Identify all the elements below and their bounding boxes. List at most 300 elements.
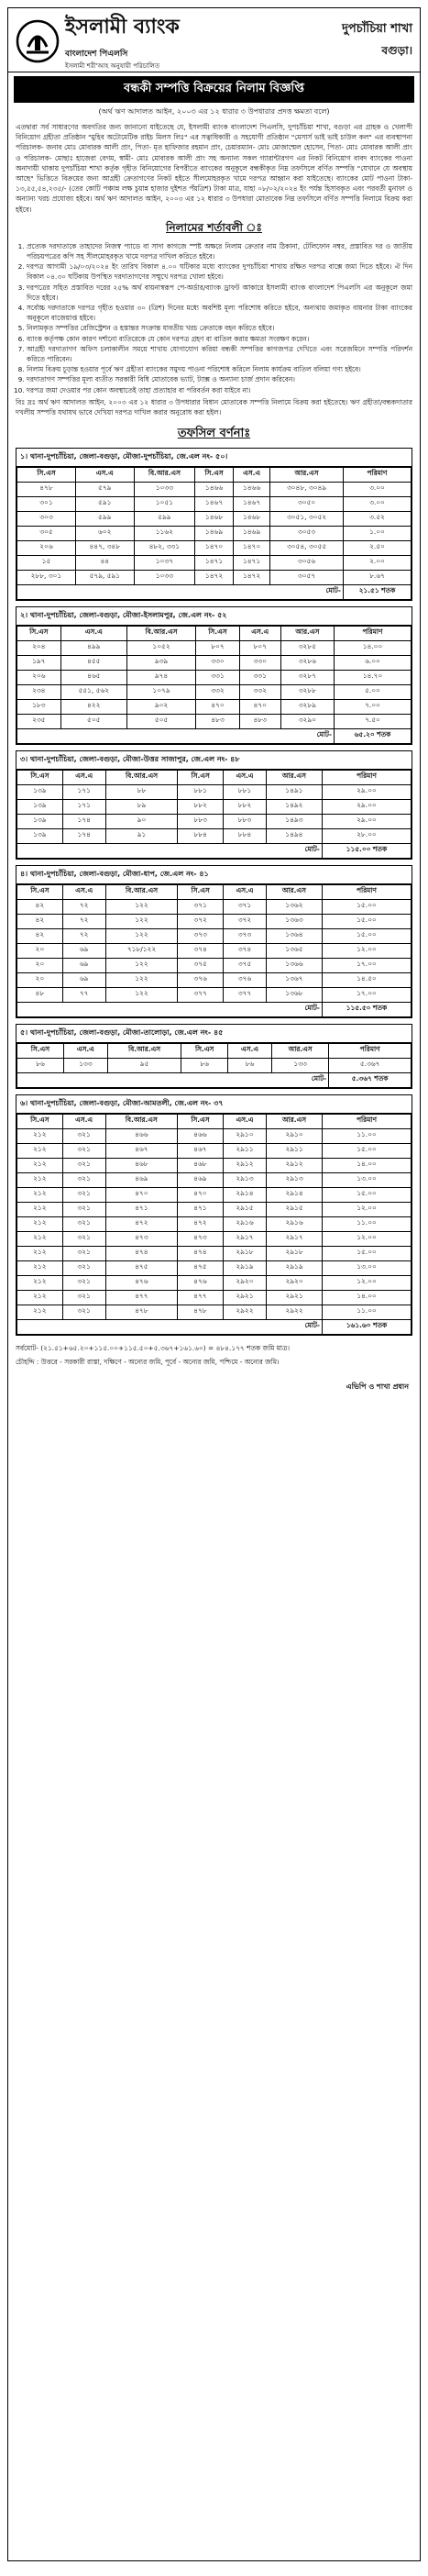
schedule-head: ৫। থানা-দুপচাঁচিয়া, জেলা-বগুড়া, মৌজা-তালোড়া, জে.এল নং- ৪৫ [16, 1025, 412, 1043]
total-label: মোট- [17, 584, 344, 599]
table-row [17, 899, 412, 914]
table-cell: ১৪৯২ [266, 799, 322, 814]
branch-name: দুপচাঁচিয়া শাখা [342, 22, 412, 36]
column-header: বি.আর.এস [105, 770, 178, 784]
bank-tagline: ইসলামী শরী'আহ অনুযায়ী পরিচালিত [65, 61, 160, 70]
total-label: মোট- [17, 728, 335, 743]
table-cell: ৩৭৫ [223, 958, 266, 972]
schedule-head: ৪। থানা-দুপচাঁচিয়া, জেলা-বগুড়া, মৌজা-ধাপ, জে.এল নং- ৪১ [16, 866, 412, 884]
column-header: সি.এস [17, 626, 61, 640]
table-cell: ১৪৬৭ [234, 496, 270, 511]
table-row [17, 482, 412, 496]
table-cell: ১৪৬৯ [234, 526, 270, 540]
terms-list [8, 241, 420, 395]
column-header: সি.এস [195, 467, 234, 482]
table-cell: ৩৭৪ [223, 943, 266, 958]
column-header: বি.আর.এস [107, 1043, 181, 1058]
table-row [17, 928, 412, 943]
table-cell: ৮৮১ [223, 784, 266, 799]
table-cell: ৩২১ [62, 1275, 105, 1290]
table-cell: ২১২ [17, 1216, 63, 1231]
table-cell: ৩৭১ [178, 899, 224, 914]
bank-brand [16, 11, 180, 72]
column-header: সি.এস [17, 1043, 64, 1058]
schedule-head: ২। থানা-দুপচাঁচিয়া, জেলা-বগুড়া, মৌজা-ইসলামপুর, জে.এল নং- ৫২ [16, 607, 412, 626]
table-cell: ৪২ [17, 899, 63, 914]
table-cell: ১৩৬৩ [266, 914, 322, 928]
column-header: এস.এ [223, 1114, 266, 1128]
table-cell: ৪৫৫ [60, 655, 126, 670]
table-cell: ২১২ [17, 1158, 63, 1172]
column-header: সি.এস [17, 1114, 63, 1128]
table-row [17, 684, 412, 699]
table-cell: ৪৪ [75, 555, 134, 570]
table-cell: ৮৬ [181, 1058, 228, 1072]
table-cell: ৬৯ [62, 958, 105, 972]
table-cell: ১৩৬৬ [266, 958, 322, 972]
schedule-block [16, 1094, 412, 1336]
table-cell: ১৩৬৭ [266, 972, 322, 987]
table-row [17, 655, 412, 670]
table-cell: ২৯২১ [267, 1290, 323, 1305]
table-cell: ১৪.৫০ [322, 972, 411, 987]
table-cell: ৮৬ [228, 1058, 272, 1072]
table-row [17, 1216, 412, 1231]
table-cell: ৪৬৮ [105, 1158, 178, 1172]
table-cell: ২৯.০০ [322, 784, 411, 799]
column-header: এস.এ [62, 1114, 105, 1128]
column-header: এস.এ [239, 626, 280, 640]
table-cell: ৪৮ [17, 987, 63, 1002]
column-header: পরিমাণ [329, 1043, 412, 1058]
table-cell: ২১২ [17, 1231, 63, 1246]
table-cell: ৪৭০ [105, 1187, 178, 1202]
column-header: আর.এস [280, 626, 334, 640]
table-cell: ১১.০০ [322, 1305, 411, 1319]
table-cell: ২৯১০ [267, 1128, 323, 1143]
table-row [17, 1187, 412, 1202]
table-cell: ৩২১ [62, 1231, 105, 1246]
table-cell: ২৯১১ [223, 1143, 266, 1158]
table-cell: ১০৩৩ [134, 482, 194, 496]
table-cell: ২৯১২ [267, 1158, 323, 1172]
table-cell: ২১২ [17, 1128, 63, 1143]
column-header: বি.আর.এস [105, 884, 178, 899]
table-cell: ৩০৫১, ৩০৫২ [270, 511, 344, 526]
table-cell: ৪৬৭ [105, 1143, 178, 1158]
table-cell: ৮০৭ [196, 640, 240, 655]
table-cell: ১৪৬৭ [195, 496, 234, 511]
table-cell: ১৭.০০ [322, 958, 411, 972]
table-cell: ৩৭৬ [178, 972, 224, 987]
table-cell: ৯০২ [126, 699, 195, 714]
table-cell: ১৪.৭০ [334, 670, 411, 684]
table-cell: ২৯১৩ [223, 1172, 266, 1187]
table-row [17, 987, 412, 1002]
table-cell: ৩৭৪ [178, 943, 224, 958]
auction-notice-page [7, 7, 421, 2561]
column-header: পরিমাণ [343, 467, 411, 482]
table-cell: ৪৬৭ [178, 1143, 224, 1158]
column-header: এস.এ [62, 770, 105, 784]
table-header-row [17, 1114, 412, 1128]
column-header: আর.এস [267, 1114, 323, 1128]
table-cell: ২৯২২ [223, 1305, 266, 1319]
schedule-table [16, 770, 412, 859]
table-cell: ২৯.০০ [322, 814, 411, 828]
table-cell: ১৩৯ [17, 814, 63, 828]
table-cell: ২.০০ [343, 555, 411, 570]
table-cell: ৪৭৩ [178, 1231, 224, 1246]
table-cell: ২৯১৩ [267, 1172, 323, 1187]
column-header: সি.এস [181, 1043, 228, 1058]
schedule-block [16, 606, 412, 745]
table-cell: ৫৯৯ [134, 511, 194, 526]
table-cell: ৭২ [62, 914, 105, 928]
table-cell: ১৩৯ [17, 784, 63, 799]
column-header: সি.এস [17, 770, 63, 784]
table-cell: ১২.০০ [322, 1202, 411, 1216]
table-cell: ৪৭৫ [105, 1260, 178, 1275]
total-row [17, 843, 412, 858]
table-row [17, 670, 412, 684]
table-cell: ৪৭৬ [178, 1275, 224, 1290]
table-cell: ৩২১ [62, 1260, 105, 1275]
table-cell: ১৪৬৮ [234, 511, 270, 526]
table-cell: ৪৬৬ [178, 1128, 224, 1143]
table-cell: ৮৮৩ [223, 814, 266, 828]
table-cell: ২৮.০০ [322, 828, 411, 843]
column-header: এস.এ [223, 884, 266, 899]
table-cell: ৩.৫২ [343, 511, 411, 526]
table-row [17, 1260, 412, 1275]
table-cell: ৩.০০ [343, 496, 411, 511]
table-cell: ৮.৬৭ [343, 570, 411, 584]
table-cell: ২১২ [17, 1202, 63, 1216]
table-cell: ৩৭৫ [178, 958, 224, 972]
table-cell: ২৯১৭ [223, 1231, 266, 1246]
table-cell: ৪৭৮ [17, 482, 76, 496]
table-cell: ২৯২২ [267, 1305, 323, 1319]
table-cell: ১৩৬৪ [266, 928, 322, 943]
total-value: ২১.৫১ শতক [343, 584, 411, 599]
table-cell: ২৯.০০ [322, 799, 411, 814]
table-cell: ২৯১১ [267, 1143, 323, 1158]
table-row [17, 1305, 412, 1319]
table-cell: ২০৬ [17, 670, 61, 684]
table-cell: ৬৯ [62, 943, 105, 958]
table-cell: ১৮৩ [17, 699, 61, 714]
term-item: 10. দরপত্র জমা দেওয়ার পর কোন অবস্থাতেই তাহা প্রত্যাহার বা পরিবর্তন করা যাইবে না। [27, 385, 412, 395]
table-cell: ৩৭৬ [223, 972, 266, 987]
table-cell: ১৩৬২ [266, 899, 322, 914]
grand-total: সর্বমোট- (২১.৫১+৬৫.২০+১১৫.০০+১১৫.৫০+৫.৩৬৭+১৬১.৬০) = ৪৮৪.১৭৭ শতক জমি মাত্র। [16, 1343, 291, 1352]
table-cell: ৩.০০ [343, 482, 411, 496]
table-cell: ১৪৬৯ [195, 526, 234, 540]
column-header: আর.এস [272, 1043, 329, 1058]
column-header: সি.এস [178, 1114, 224, 1128]
schedule-block [16, 865, 412, 1018]
table-cell: ৩৩০ [239, 655, 280, 670]
table-header-row [17, 770, 412, 784]
total-value: ১১৫.০০ শতক [322, 843, 411, 858]
table-cell: ১৩৬৮ [266, 987, 322, 1002]
schedule-table [16, 1043, 412, 1088]
table-header-row [17, 1043, 412, 1058]
total-row [17, 584, 412, 599]
table-cell: ৮৮২ [178, 799, 224, 814]
table-cell: ২৯২০ [223, 1275, 266, 1290]
islami-bank-logo-icon [16, 19, 60, 63]
table-cell: ২৯১৪ [223, 1187, 266, 1202]
schedule-block [16, 750, 412, 860]
branch-district: বগুড়া। [381, 44, 412, 57]
total-label: মোট- [17, 1072, 329, 1087]
table-cell: ৮৮১ [178, 784, 224, 799]
table-cell: ১২.০০ [322, 1231, 411, 1246]
brand-text [65, 11, 180, 72]
table-cell: ৭৭ [62, 987, 105, 1002]
table-cell: ১৭১ [62, 799, 105, 814]
table-cell: ৩০৪৮, ৩০৪৯ [270, 482, 344, 496]
table-cell: ৫৯৯ [75, 511, 134, 526]
table-cell: ৫৫১, ৫৬২ [60, 684, 126, 699]
table-row [17, 699, 412, 714]
table-cell: ১২.০০ [322, 1275, 411, 1290]
table-cell: ৪৬৫ [60, 670, 126, 684]
table-cell: ১৫.০০ [322, 1187, 411, 1202]
table-cell: ২৯১০ [223, 1128, 266, 1143]
table-cell: ৪৭৩ [105, 1231, 178, 1246]
table-header-row [17, 884, 412, 899]
term-item: 1. প্রত্যেক দরদাতাকে তাহাদের নিজস্ব প্যাডে বা সাদা কাগজে স্পষ্ট অক্ষরে নিলাম ক্রেতার নাম ঠিকানা, টেলিফোন নম্বর, প্রস্তাবিত দর ও জাতীয় পরিচয়পত্রের কপি সহ সীলমোহরকৃত খামে দরপত্র দাখিল করিতে হইবে। [27, 241, 412, 261]
total-label: মোট- [17, 1319, 323, 1334]
table-cell: ৪৭৮ [178, 1305, 224, 1319]
table-row [17, 943, 412, 958]
column-header: বি.আর.এস [105, 1114, 178, 1128]
table-cell: ৪৭৪ [105, 1246, 178, 1260]
total-row [17, 1319, 412, 1334]
total-value: ১১৫.৫০ শতক [322, 1002, 411, 1016]
column-header: আর.এস [266, 770, 322, 784]
total-value: ৫.৩৬৭ শতক [329, 1072, 412, 1087]
table-cell: ২৯১২ [223, 1158, 266, 1172]
table-cell: ১৪৭০ [195, 540, 234, 555]
table-cell: ১০৭৯ [126, 684, 195, 699]
table-cell: ১৭৪ [62, 828, 105, 843]
table-cell: ১.০০ [343, 526, 411, 540]
table-cell: ৬০২ [75, 526, 134, 540]
table-header-row [17, 626, 412, 640]
table-row [17, 1128, 412, 1143]
table-cell: ১৭.০০ [322, 987, 411, 1002]
table-cell: ১২.০০ [322, 943, 411, 958]
table-cell: ২১২ [17, 1260, 63, 1275]
schedule-head: ৬। থানা-দুপচাঁচিয়া, জেলা-বগুড়া, মৌজা-আমতলী, জে.এল নং- ৩৭ [16, 1095, 412, 1114]
table-row [17, 972, 412, 987]
table-cell: ৩৩০ [196, 655, 240, 670]
table-cell: ১৩৬৫ [266, 943, 322, 958]
table-cell: ৪৭৭ [178, 1290, 224, 1305]
table-cell: ১৯৭ [17, 655, 61, 670]
term-item: 8. নিলাম বিক্রয় চূড়ান্ত হওয়ার পূর্বে ঋণ গ্রহীতা ব্যাংকের সমুদয় পাওনা পরিশোধ করিলে নিলাম কার্যক্রম বাতিল বলিয়া গণ্য হইবে। [27, 364, 412, 374]
schedule-list [8, 448, 420, 1336]
column-header: সি.এস [17, 884, 63, 899]
table-cell: ৪৭১ [105, 1202, 178, 1216]
table-row [17, 640, 412, 655]
table-cell: ২.৫০ [343, 540, 411, 555]
table-cell: ৪৬৯ [105, 1172, 178, 1187]
table-cell: ২৯১৯ [223, 1260, 266, 1275]
table-cell: ৩৩২ [196, 684, 240, 699]
table-cell: ১১.০০ [322, 1216, 411, 1231]
table-cell: ৩২১ [62, 1187, 105, 1202]
table-cell: ৭২ [62, 899, 105, 914]
total-row [17, 728, 412, 743]
total-row [17, 1002, 412, 1016]
table-cell: ১৫.০০ [322, 899, 411, 914]
table-cell: ৩৭২ [178, 914, 224, 928]
table-row [17, 784, 412, 799]
column-header: পরিমাণ [322, 884, 411, 899]
table-cell: ১৩৯ [17, 828, 63, 843]
term-item: 7. আগ্রহী দরদাতাগণ অফিস চলাকালীন সময়ে শাখায় যোগাযোগ করিয়া বন্ধকী সম্পত্তির কাগজপত্র দেখিতে এবং সরেজমিনে সম্পত্তি পরিদর্শন করিতে পারিবেন। [27, 344, 412, 364]
notice-tail: বিঃ দ্রঃ অর্থ ঋণ আদালত আইন, ২০০৩ এর ১২ ধারার ৩ উপধারার বিধান মোতাবেক সম্পত্তি নিলামে বিক্রয় করা হইতেছে। ঋণ গ্রহীতা/বন্ধকদাতার দখলীয় সম্পত্তি যথাযথ ভাবে দেখিয়া দরপত্র দাখিল করার অনুরোধ করা হইল। [16, 397, 412, 416]
table-row [17, 1231, 412, 1246]
table-cell: ৩২১ [62, 1143, 105, 1158]
column-header: সি.এস [196, 626, 240, 640]
table-cell: ২৯১৮ [223, 1246, 266, 1260]
schedule-head: ৩। থানা-দুপচাঁচিয়া, জেলা-বগুড়া, মৌজা-উত্তর সাজাপুর, জে.এল নং- ৪৮ [16, 751, 412, 770]
term-item: 2. দরপত্র আগামী ১৯/০৩/২০২৪ ইং তারিখ বিকাল ৪.০০ ঘটিকার মধ্যে ব্যাংকের দুপচাঁচিয়া শাখায় রক্ষিত দরপত্র বাক্সে জমা দিতে হইবে। ঐ দিন বিকাল ০৪.৩০ ঘটিকায় উপস্থিত দরদাতাগণের সম্মুখে দরপত্র খোলা হইবে। [27, 261, 412, 282]
table-cell: ৩৩২ [239, 684, 280, 699]
schedule-table [16, 884, 412, 1017]
schedule-head: ১। থানা-দুপচাঁচিয়া, জেলা-বগুড়া, মৌজা-দুপচাঁচিয়া, জে.এল নং- ৫০। [16, 449, 412, 467]
table-cell: ৫৭৯ [75, 482, 134, 496]
table-cell: ২৯১৬ [267, 1216, 323, 1231]
table-cell: ৬৯ [62, 972, 105, 987]
column-header: এস.এ [60, 626, 126, 640]
table-cell: ৩০৫৭ [270, 570, 344, 584]
table-cell: ৪৭৮ [105, 1305, 178, 1319]
table-cell: ৩২১ [62, 1305, 105, 1319]
table-cell: ১৫.০০ [322, 914, 411, 928]
table-cell: ৩০৫০ [270, 496, 344, 511]
table-cell: ৮৬ [17, 1058, 64, 1072]
table-row [17, 496, 412, 511]
table-cell: ১২২ [105, 987, 178, 1002]
table-row [17, 958, 412, 972]
table-cell: ১৫ [17, 555, 76, 570]
table-row [17, 570, 412, 584]
table-cell: ৩০৫৬ [270, 555, 344, 570]
table-cell: ১১.০০ [322, 1128, 411, 1143]
table-row [17, 828, 412, 843]
table-cell: ৭২ [62, 928, 105, 943]
table-cell: ৪৮২, ৩৩১ [134, 540, 194, 555]
table-row [17, 1172, 412, 1187]
table-cell: ১৪৬৬ [234, 482, 270, 496]
table-cell: ১৩.০০ [322, 1172, 411, 1187]
table-cell: ২১২ [17, 1172, 63, 1187]
table-cell: ২৯১৯ [267, 1260, 323, 1275]
column-header: বি.আর.এস [126, 626, 195, 640]
table-cell: ২০ [17, 943, 63, 958]
column-header: এস.এ [228, 1043, 272, 1058]
table-cell: ১৪৯৪ [266, 828, 322, 843]
table-cell: ৩২১ [62, 1216, 105, 1231]
header [8, 8, 420, 72]
table-cell: ৪৯৯ [60, 640, 126, 655]
table-cell: ৭.০০ [334, 699, 411, 714]
table-cell: ১০৩৭ [134, 555, 194, 570]
table-cell: ৩৭৭ [178, 987, 224, 1002]
table-cell: ৭১৮/১২২ [105, 943, 178, 958]
table-cell: ১৭১ [62, 784, 105, 799]
schedule-table [16, 467, 412, 600]
table-cell: ৩২১ [62, 1246, 105, 1260]
table-cell: ১৩.০০ [322, 1260, 411, 1275]
column-header: পরিমাণ [322, 770, 411, 784]
table-cell: ১৪৭২ [195, 570, 234, 584]
table-cell: ২০ [17, 972, 63, 987]
table-cell: ১১৬২ [134, 526, 194, 540]
term-item: 4. সর্বোচ্চ দরদাতাকে দরপত্র গৃহীত হওয়ার ৩০ (ত্রিশ) দিনের মধ্যে অবশিষ্ট মূল্য পরিশোধ করিতে হইবে, অন্যথায় জমাকৃত বায়নার টাকা ব্যাংকের অনুকূলে বাজেয়াপ্ত হইবে। [27, 303, 412, 323]
table-cell: ২৩৪ [17, 684, 61, 699]
table-cell: ৪৭০ [178, 1187, 224, 1202]
notice-intro: এতদ্বারা সর্ব সাধারণের অবগতির জন্য জানানো যাইতেছে যে, ইসলামী ব্যাংক বাংলাদেশ পিএলসি, দুপচাঁচিয়া শাখা, বগুড়া এর গ্রাহক ও খেলাপী বিনিয়োগ গ্রহীতা প্রতিষ্ঠান "মুহিব অটোমেটিক রাইচ মিলস লিঃ" এর সত্বাধিকারী ও সহযোগী প্রতিষ্ঠান "মেসার্স ভাই ভাই চাউল কল" এর ব্যবস্থাপনা পরিচালক- জনাব মোঃ মোবারক আলী প্রাং, পিতা- মৃত হাফিজার রহমান প্রাং, চেয়ারম্যান- মোঃ মোজাম্মেল হোসেন, পিতা- মোঃ মোবারক আলী প্রাং ও পরিচালক- মোছাঃ হাজেরা বেগম, স্বামী- মোঃ মোবারক আলী প্রাং সহ অন্যান্য সকল গ্যারান্টারগণ এর নিকট বিনিয়োগ বাবদ ব্যাংকের পাওনা অনাদায়ী থাকায় দুপচাঁচিয়া শাখা কর্তৃক গৃহীত বিনিয়োগের বিপরীতে ব্যাংকের অনুকূলে বন্ধকীকৃত নিম্ন তফসিলে বর্ণিত সম্পত্তি "যেখানে যে অবস্থায় আছে" ভিত্তিতে বিক্রয়ের জন্য আগ্রহী ক্রেতাগণের নিকট হইতে সীলমোহরকৃত খামে দরপত্র আহ্বান করা যাইতেছে। ব্যাংকের মোট পাওনা টাকা- ১৩,৫৫,৫৪,২৩৫/- (তের কোটি পঞ্চান্ন লক্ষ চুয়ান্ন হাজার দুইশত পঁয়ত্রিশ) টাকা মাত্র, যাহা ০৮/০২/২০২৪ ইং পর্যন্ত হিসাবকৃত এবং পরবর্তী মুনাফা ও অন্যান্য খরচ প্রযোজ্য হইবে। অর্থ ঋণ আদালত আইন, ২০০৩ এর ১২ ধারার ৩ উপধারা মোতাবেক নিম্ন তফসিলে বর্ণিত সম্পত্তি নিলামে বিক্রয় করা হইবে। [16, 123, 412, 214]
table-cell: ৩২১ [62, 1290, 105, 1305]
table-cell: ৩২৯০ [280, 714, 334, 728]
table-cell: ১৩৯ [17, 799, 63, 814]
total-row [17, 1072, 412, 1087]
table-cell: ৯১ [105, 828, 178, 843]
table-cell: ১৪৬৮ [195, 511, 234, 526]
column-header: এস.এ [223, 770, 266, 784]
table-cell: ২০৬ [17, 540, 76, 555]
table-cell: ৩০৫ [17, 526, 76, 540]
table-cell: ২৯১৪ [267, 1187, 323, 1202]
table-cell: ২৯১৬ [223, 1216, 266, 1231]
table-cell: ২১২ [17, 1143, 63, 1158]
table-cell: ২১২ [17, 1187, 63, 1202]
table-cell: ৮৮২ [223, 799, 266, 814]
table-cell: ৪৪৭, ৩৪৮ [75, 540, 134, 555]
table-cell: ২১২ [17, 1275, 63, 1290]
table-row [17, 540, 412, 555]
table-row [17, 799, 412, 814]
table-cell: ২৯১৭ [267, 1231, 323, 1246]
table-cell: ৪৭৬ [105, 1275, 178, 1290]
table-cell: ১৫.০০ [322, 928, 411, 943]
table-cell: ২৯১৫ [267, 1202, 323, 1216]
table-cell: ১৪৭২ [234, 570, 270, 584]
table-cell: ১৪.০০ [322, 1290, 411, 1305]
table-cell: ৩০১ [17, 496, 76, 511]
table-cell: ১৪৭০ [234, 540, 270, 555]
table-cell: ৯৩৯ [126, 655, 195, 670]
table-cell: ৩৭১ [223, 899, 266, 914]
table-row [17, 1143, 412, 1158]
table-cell: ৪৮৩ [239, 714, 280, 728]
table-cell: ২৯২১ [223, 1290, 266, 1305]
table-cell: ৮৮ [105, 784, 178, 799]
signatory: এভিপি ও শাখা প্রধান [346, 1382, 409, 1391]
term-item: 3. দরপত্রের সহিত প্রস্তাবিত দরের ২৫% অর্থ বায়নাস্বরূপ পে-অর্ডার/ব্যাংক ড্রাফট আকারে ইসলামী ব্যাংক বাংলাদেশ পিএলসি এর অনুকূলে জমা দিতে হইবে। [27, 283, 412, 303]
table-cell: ৫০৫ [60, 714, 126, 728]
term-item: 6. ব্যাংক কর্তৃপক্ষ কোন কারণ দর্শানো ব্যতিরেকে যে কোন দরপত্র গ্রহণ বা বাতিল করার ক্ষমতা সংরক্ষণ করেন। [27, 334, 412, 344]
boundary-text: চৌহদ্দি : উত্তরে - সরকারী রাস্তা, দক্ষিণে - অন্যের জমি, পূর্বে - অন্যের জমি, পশ্চিমে - অন্যের জমি। [16, 1357, 280, 1366]
